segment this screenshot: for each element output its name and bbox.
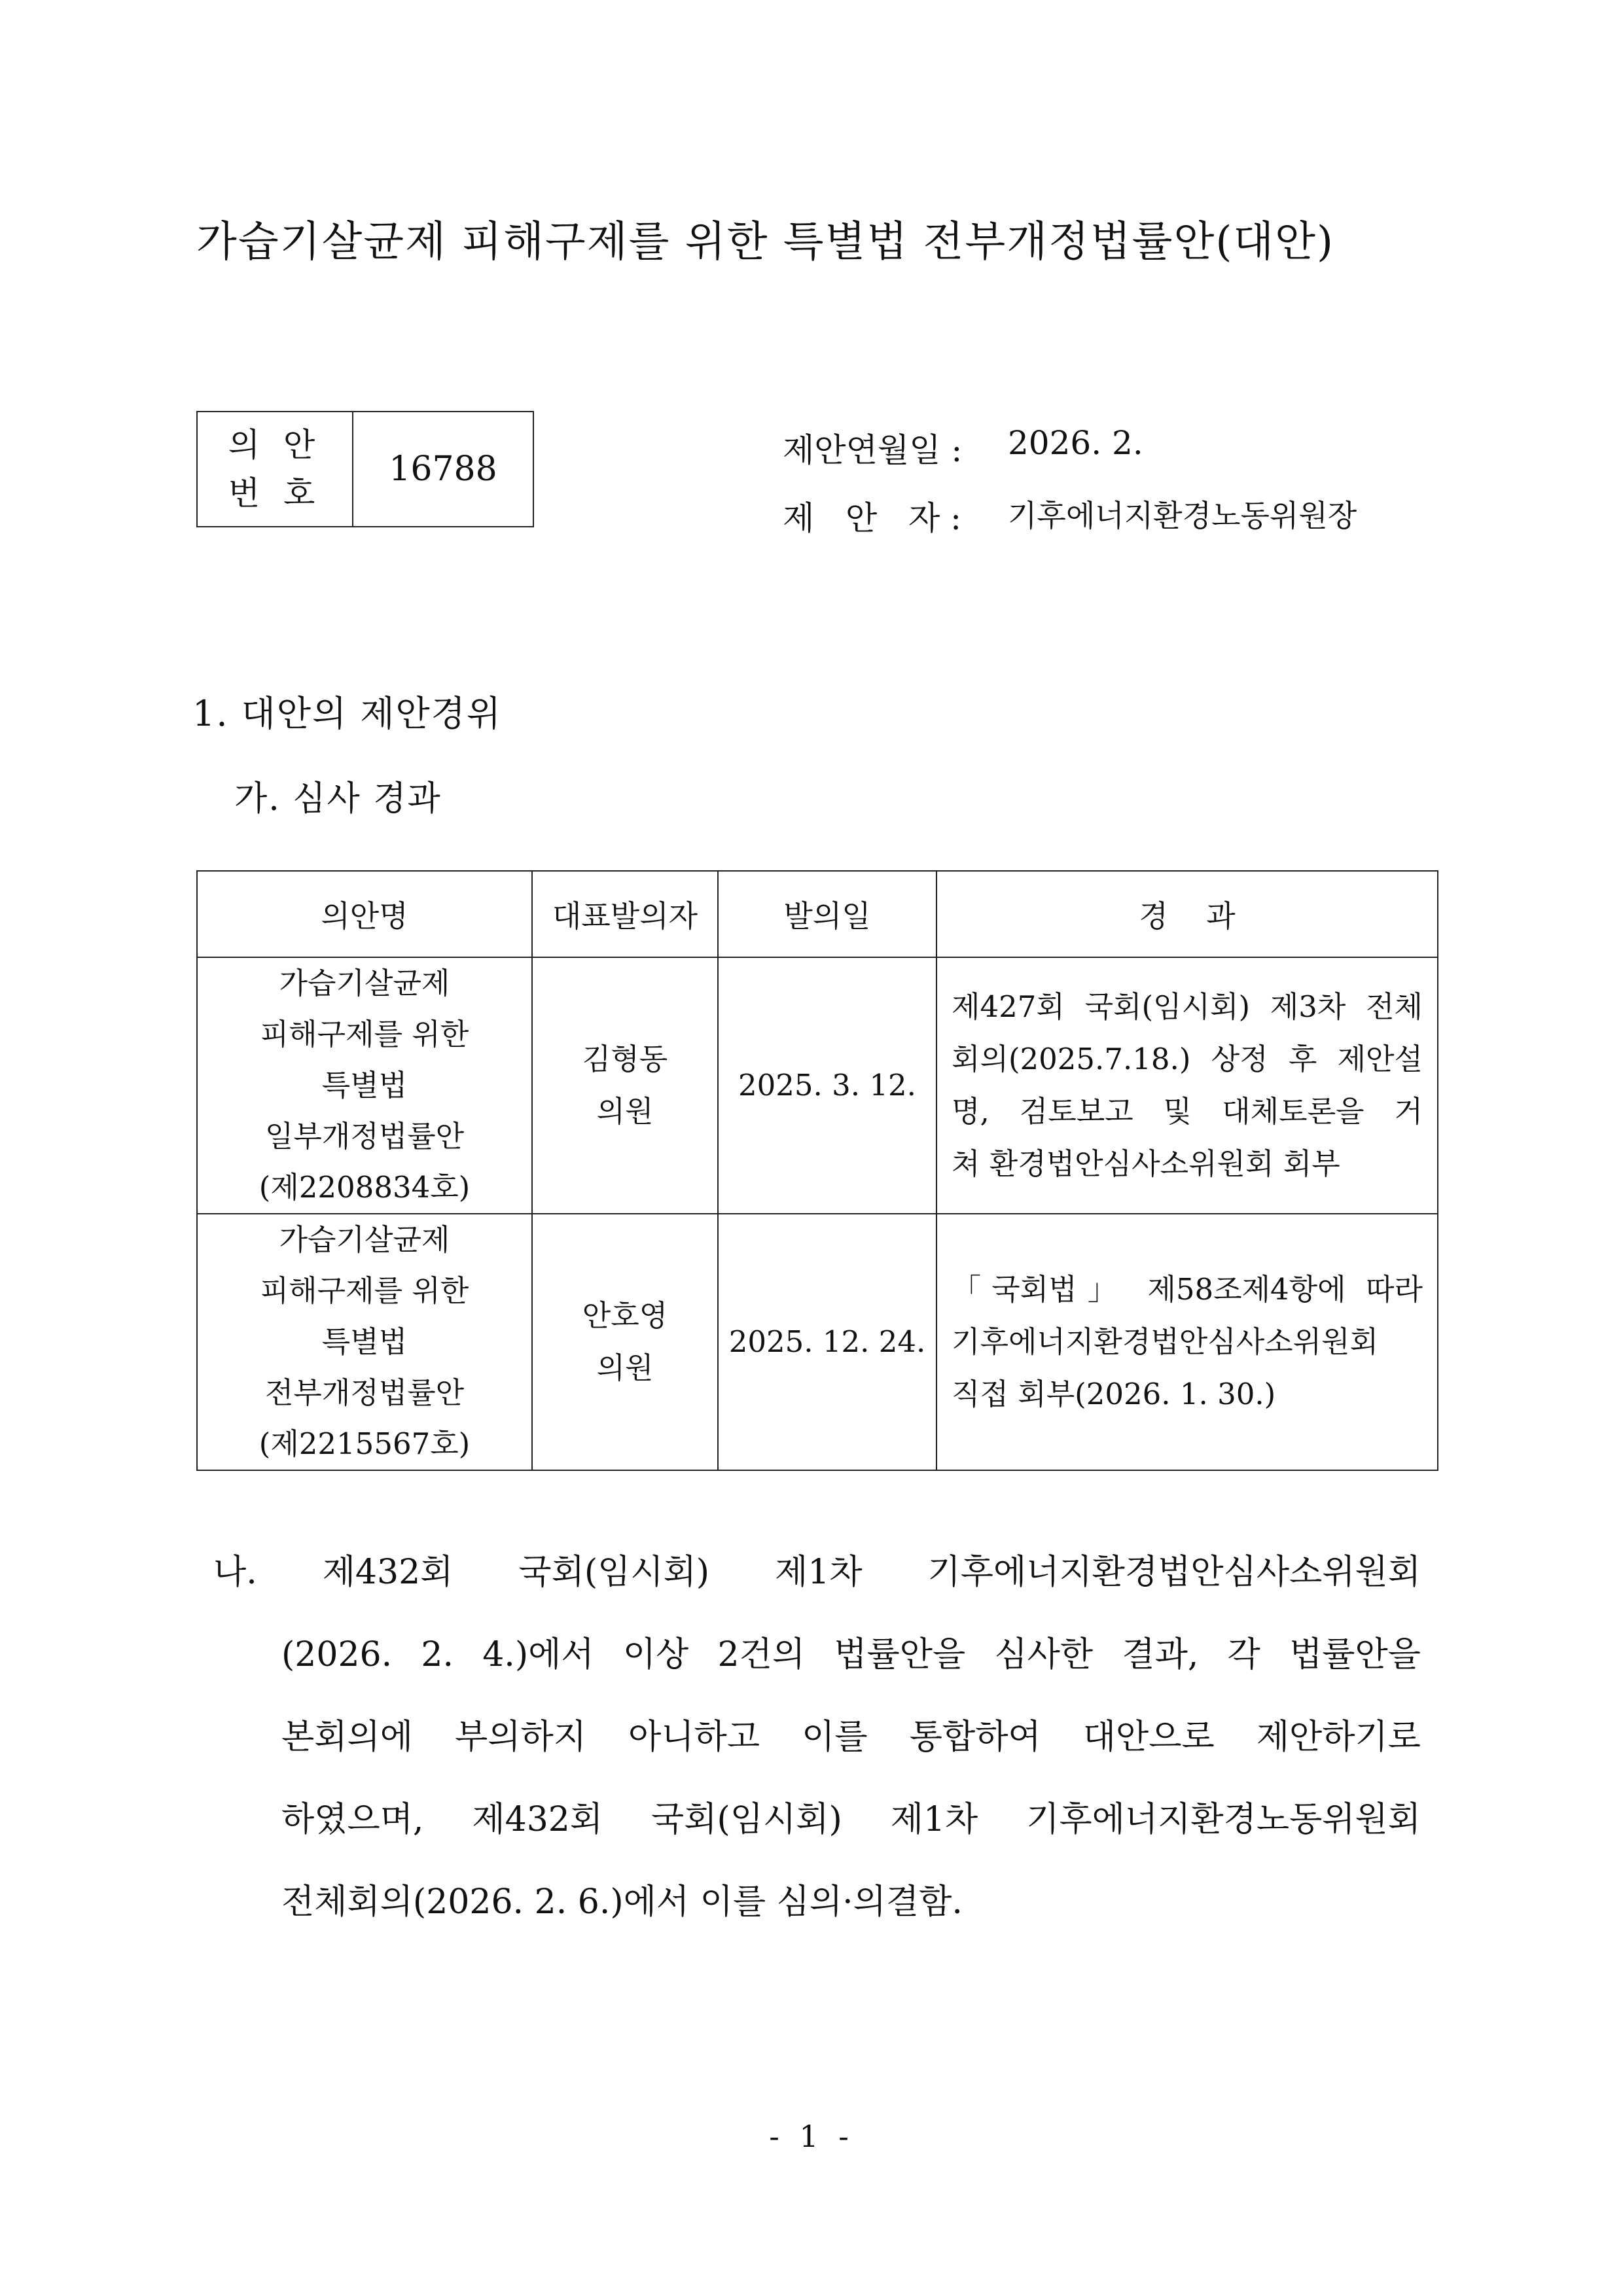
bill-number-value: 16788 (389, 450, 497, 489)
proposer-label: 제 안 자 : (783, 499, 962, 537)
proposal-date-row (783, 424, 1143, 471)
bill-number-label (198, 412, 353, 526)
bill-name-line: 특별법 (321, 1068, 408, 1103)
result-line: 직접 회부(2026. 1. 30.) (952, 1377, 1276, 1411)
sponsor-title: 의원 (596, 1351, 654, 1385)
header-sponsor: 대표발의자 (532, 871, 718, 957)
result-line: 「국회법」 제58조제4항에 따라 (952, 1272, 1423, 1307)
paragraph-na (213, 1531, 1421, 1943)
proposal-date-cell: 2025. 3. 12. (718, 957, 936, 1214)
result-line: 쳐 환경법안심사소위원회 회부 (952, 1146, 1340, 1181)
bill-number-line: (제2215567호) (259, 1426, 471, 1461)
subsection-heading-ga: 가. 심사 경과 (234, 779, 442, 819)
header-bill-name: 의안명 (197, 871, 532, 957)
result-line: 제427회 국회(임시회) 제3차 전체 (952, 989, 1423, 1024)
proposal-date-cell: 2025. 12. 24. (718, 1214, 936, 1470)
sponsor-name: 김형동 (582, 1042, 668, 1076)
sponsor-cell (532, 957, 718, 1214)
bill-name-line: 일부개정법률안 (264, 1119, 465, 1154)
proposal-date-value: 2026. 2. (1008, 424, 1143, 462)
bill-number-label-line2: 번 호 (228, 474, 322, 512)
result-cell (936, 1214, 1438, 1470)
bill-number-box (196, 411, 534, 527)
result-line: 명, 검토보고 및 대체토론을 거 (952, 1094, 1423, 1129)
bill-name-cell (197, 957, 532, 1214)
bill-name-line: 전부개정법률안 (264, 1375, 465, 1410)
document-title: 가습기살균제 피해구제를 위한 특별법 전부개정법률안(대안) (196, 218, 1334, 266)
bill-name-line: 피해구제를 위한 (260, 1273, 469, 1308)
bill-name-line: 가습기살균제 (279, 966, 450, 1000)
header-date: 발의일 (718, 871, 936, 957)
bill-number-line: (제2208834호) (259, 1170, 471, 1205)
page-number: - 1 - (769, 2119, 854, 2154)
result-line: 회의(2025.7.18.) 상정 후 제안설 (952, 1042, 1423, 1076)
proposal-date-label: 제안연월일 : (783, 431, 963, 469)
paragraph-line: 나. 제432회 국회(임시회) 제1차 기후에너지환경법안심사소위원회 (213, 1553, 1421, 1592)
table-row (197, 1214, 1438, 1470)
section-heading: 1. 대안의 제안경위 (192, 693, 502, 734)
sponsor-title: 의원 (596, 1094, 654, 1129)
header-result: 경 과 (936, 871, 1438, 957)
paragraph-line: 전체회의(2026. 2. 6.)에서 이를 심의·의결함. (281, 1882, 963, 1922)
bill-name-line: 특별법 (321, 1324, 408, 1359)
paragraph-line: (2026. 2. 4.)에서 이상 2건의 법률안을 심사한 결과, 각 법률안을 (281, 1635, 1421, 1674)
paragraph-line: 하였으며, 제432회 국회(임시회) 제1차 기후에너지환경노동위원회 (281, 1800, 1421, 1839)
bill-number-label-line1: 의 안 (228, 426, 322, 464)
sponsor-name: 안호영 (582, 1298, 668, 1333)
sponsor-cell (532, 1214, 718, 1470)
bill-name-line: 피해구제를 위한 (260, 1017, 469, 1051)
proposer-value: 기후에너지환경노동위원장 (1008, 498, 1357, 533)
table-header-row (197, 871, 1438, 957)
proposer-row (783, 492, 1357, 539)
result-cell (936, 957, 1438, 1214)
table-row (197, 957, 1438, 1214)
result-line: 기후에너지환경법안심사소위원회 (952, 1324, 1379, 1359)
paragraph-line: 본회의에 부의하지 아니하고 이를 통합하여 대안으로 제안하기로 (281, 1718, 1421, 1757)
review-history-table (196, 870, 1438, 1471)
bill-name-line: 가습기살균제 (279, 1222, 450, 1257)
bill-name-cell (197, 1214, 532, 1470)
